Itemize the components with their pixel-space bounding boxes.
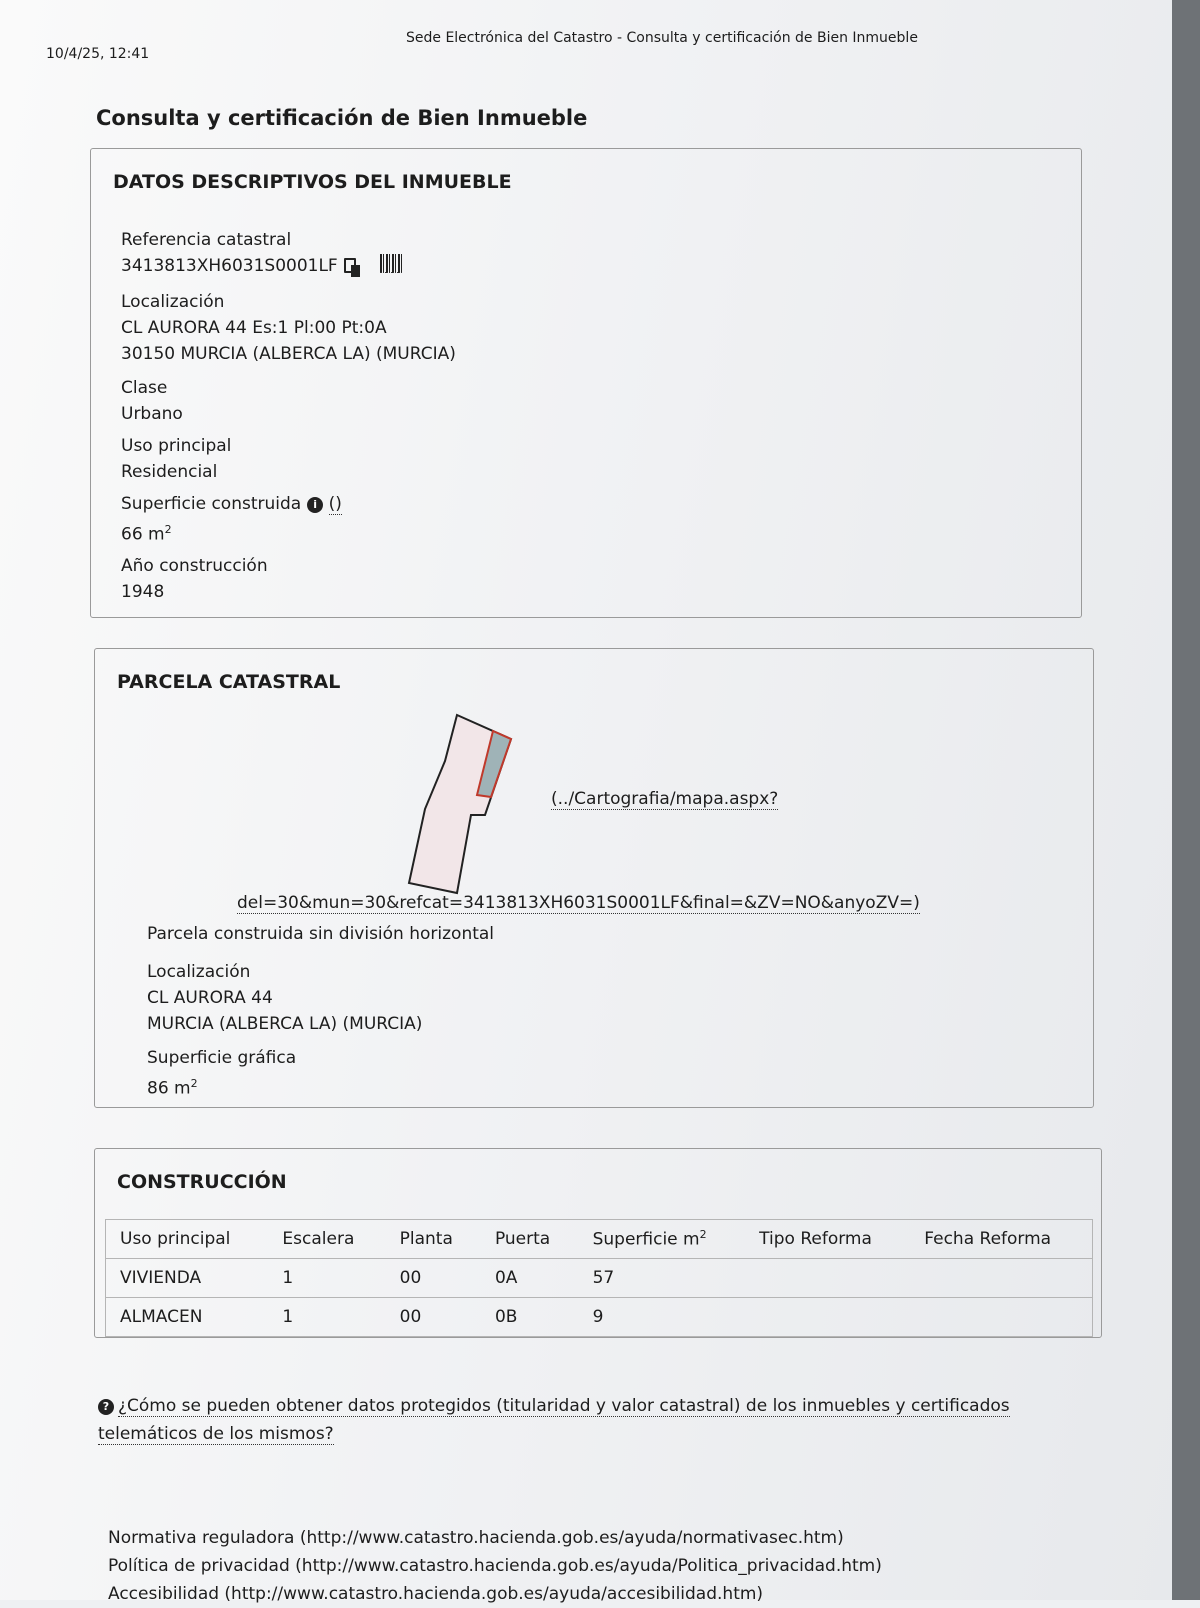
uso-principal-field <box>121 433 231 485</box>
footer-normativa-link[interactable]: Normativa reguladora (http://www.catastro.hacienda.gob.es/ayuda/normativasec.htm) <box>108 1528 844 1548</box>
parcela-catastral-panel <box>94 648 1094 1108</box>
cell-superficie: 57 <box>579 1259 746 1298</box>
parcela-loc-line2: MURCIA (ALBERCA LA) (MURCIA) <box>147 1014 423 1034</box>
col-uso-principal: Uso principal <box>106 1220 269 1259</box>
anyo-value: 1948 <box>121 582 165 602</box>
clase-field <box>121 375 183 427</box>
cell-puerta: 0B <box>481 1298 579 1337</box>
col-planta: Planta <box>386 1220 481 1259</box>
datos-descriptivos-panel <box>90 148 1082 618</box>
question-icon: ? <box>98 1399 114 1415</box>
superficie-grafica-value: 86 <box>147 1078 169 1099</box>
localizacion-label: Localización <box>121 292 225 312</box>
uso-label: Uso principal <box>121 436 232 456</box>
superficie-grafica-label: Superficie gráfica <box>147 1048 297 1068</box>
superficie-info-link[interactable]: () <box>328 494 342 514</box>
col-puerta: Puerta <box>481 1220 579 1259</box>
clase-label: Clase <box>121 378 168 398</box>
parcel-map-image[interactable] <box>407 711 519 895</box>
cell-escalera: 1 <box>268 1298 385 1337</box>
localizacion-field <box>121 289 456 367</box>
construccion-table <box>105 1219 1093 1337</box>
col-escalera: Escalera <box>268 1220 385 1259</box>
parcela-loc-line1: CL AURORA 44 <box>147 988 273 1008</box>
cell-puerta: 0A <box>481 1259 579 1298</box>
cell-uso: ALMACEN <box>106 1298 269 1337</box>
clase-value: Urbano <box>121 404 183 424</box>
map-link-part1[interactable]: (../Cartografia/mapa.aspx? <box>551 789 779 809</box>
cell-fecha-reforma <box>910 1298 1092 1337</box>
table-row <box>106 1298 1093 1337</box>
cell-superficie: 9 <box>579 1298 746 1337</box>
construccion-panel <box>94 1148 1102 1338</box>
localizacion-line1: CL AURORA 44 Es:1 Pl:00 Pt:0A <box>121 318 387 338</box>
desk-background <box>1172 0 1200 1600</box>
table-header-row <box>106 1220 1093 1259</box>
footer-links <box>108 1524 882 1608</box>
cell-uso: VIVIENDA <box>106 1259 269 1298</box>
page-title: Consulta y certificación de Bien Inmueble <box>96 106 588 130</box>
construccion-title: CONSTRUCCIÓN <box>117 1171 287 1193</box>
footer-accesibilidad-link[interactable]: Accesibilidad (http://www.catastro.hacienda.gob.es/ayuda/accesibilidad.htm) <box>108 1584 764 1604</box>
map-link-part2[interactable]: del=30&mun=30&refcat=3413813XH6031S0001LF&final=&ZV=NO&anyoZV=) <box>237 893 920 913</box>
cell-tipo-reforma <box>745 1259 910 1298</box>
localizacion-line2: 30150 MURCIA (ALBERCA LA) (MURCIA) <box>121 344 456 364</box>
copy-icon[interactable] <box>344 258 356 273</box>
superficie-label: Superficie construida <box>121 494 302 514</box>
superficie-value: 66 <box>121 524 143 545</box>
info-icon[interactable]: i <box>307 497 323 513</box>
anyo-construccion-field <box>121 553 268 605</box>
help-link[interactable]: ¿Cómo se pueden obtener datos protegidos (titularidad y valor catastral) de los inmuebles y certificados telemáticos de los mismos? <box>98 1396 1010 1444</box>
cell-planta: 00 <box>386 1259 481 1298</box>
cell-fecha-reforma <box>910 1259 1092 1298</box>
anyo-label: Año construcción <box>121 556 268 576</box>
squared-sup: 2 <box>190 1077 198 1090</box>
referencia-catastral-field <box>121 227 402 279</box>
datos-descriptivos-title: DATOS DESCRIPTIVOS DEL INMUEBLE <box>113 171 512 193</box>
col-superficie: Superficie $m^2$ <box>579 1220 746 1259</box>
col-fecha-reforma: Fecha Reforma <box>910 1220 1092 1259</box>
parcela-tipo: Parcela construida sin división horizontal <box>147 924 495 944</box>
squared-sup: 2 <box>164 523 172 536</box>
uso-value: Residencial <box>121 462 218 482</box>
help-protected-data <box>98 1392 1078 1448</box>
parcela-title: PARCELA CATASTRAL <box>117 671 341 693</box>
superficie-unit: m <box>148 524 165 545</box>
parcela-loc-label: Localización <box>147 962 251 982</box>
parcela-localizacion-field <box>147 959 422 1037</box>
table-row <box>106 1259 1093 1298</box>
cell-escalera: 1 <box>268 1259 385 1298</box>
cell-planta: 00 <box>386 1298 481 1337</box>
print-header-title: Sede Electrónica del Catastro - Consulta y certificación de Bien Inmueble <box>406 30 918 46</box>
superficie-grafica-unit: m <box>174 1078 191 1099</box>
footer-privacidad-link[interactable]: Política de privacidad (http://www.catastro.hacienda.gob.es/ayuda/Politica_privacidad.htm) <box>108 1556 882 1576</box>
barcode-icon[interactable] <box>380 254 402 273</box>
col-tipo-reforma: Tipo Reforma <box>745 1220 910 1259</box>
referencia-value: 3413813XH6031S0001LF <box>121 256 338 276</box>
print-date: 10/4/25, 12:41 <box>46 46 150 62</box>
superficie-grafica-field <box>147 1045 296 1102</box>
superficie-construida-field <box>121 491 342 548</box>
cell-tipo-reforma <box>745 1298 910 1337</box>
referencia-label: Referencia catastral <box>121 230 292 250</box>
